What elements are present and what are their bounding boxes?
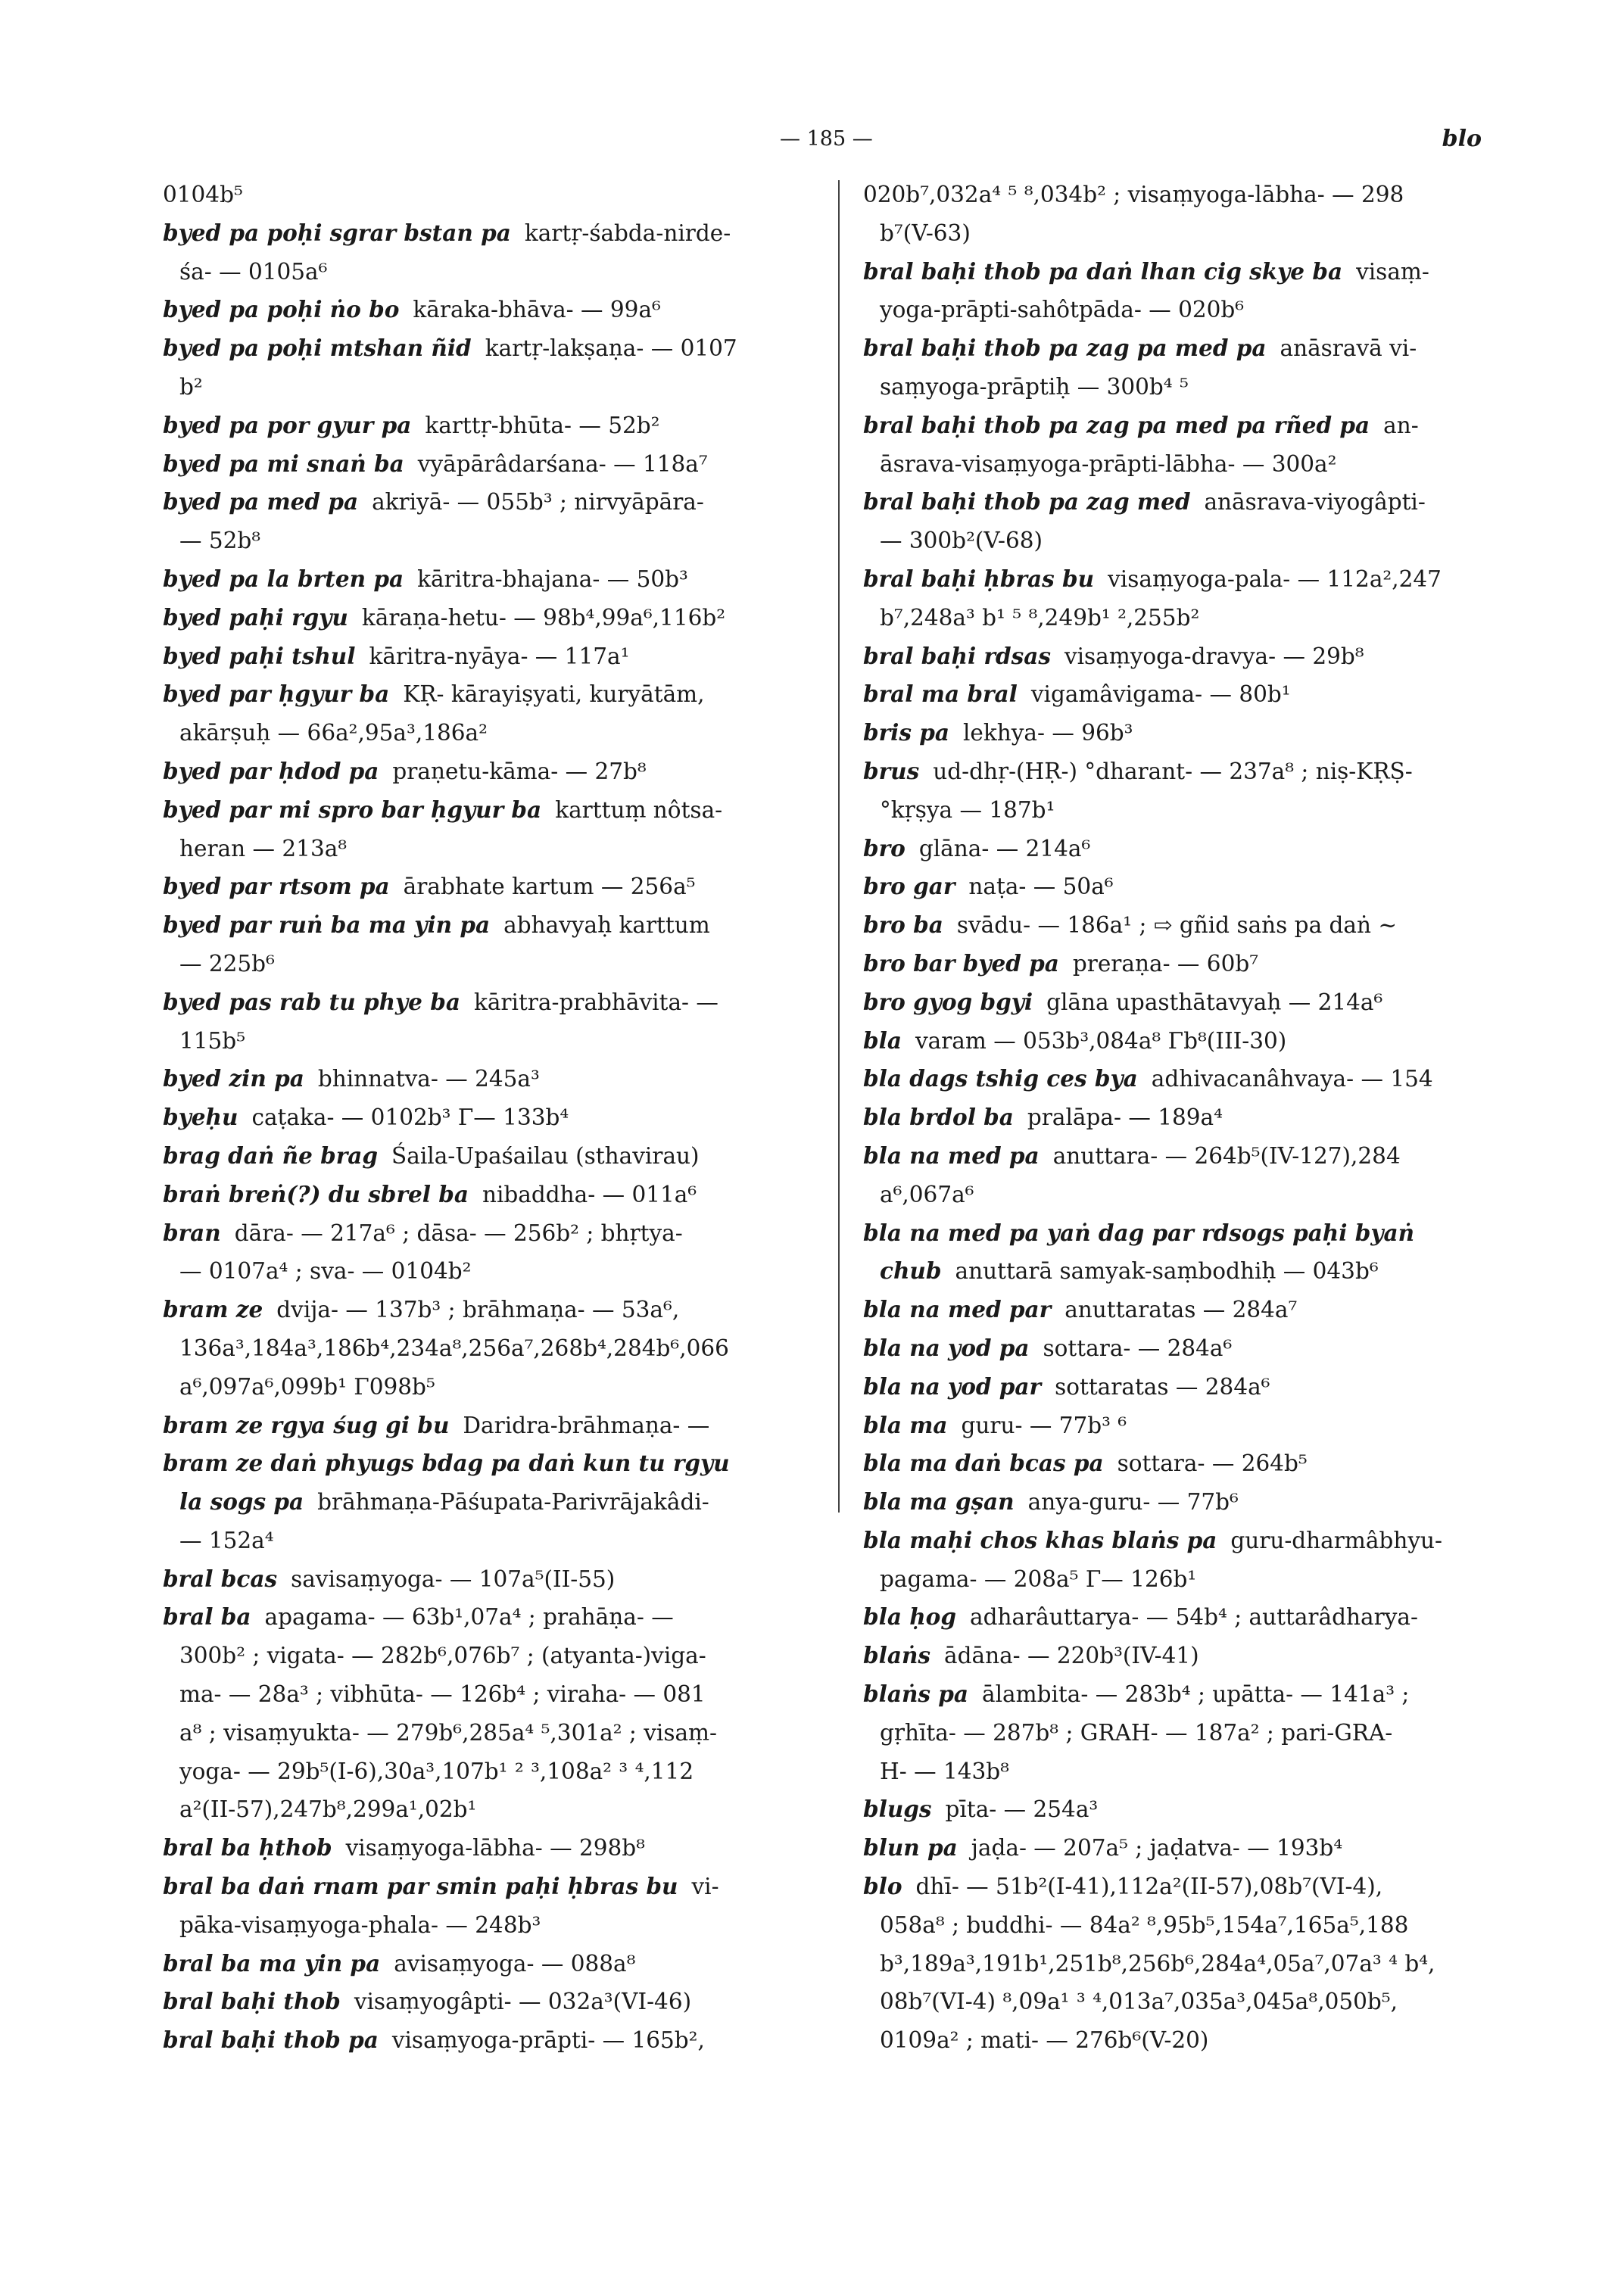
tibetan-headword: byed paḥi tshul: [163, 642, 356, 669]
dictionary-line: [163, 1407, 814, 1445]
sanskrit-equivalent: vigamâvigama- — 80b¹: [1030, 681, 1291, 708]
dictionary-line: [163, 830, 814, 868]
sanskrit-equivalent: a²(II-57),247b⁸,299a¹,02b¹: [179, 1796, 477, 1823]
sanskrit-equivalent: — 52b⁸: [179, 528, 261, 554]
dictionary-line: [163, 214, 814, 253]
tibetan-headword: byed pa poḥi ṅo bo: [163, 296, 400, 323]
tibetan-headword: byed par ḥdod pa: [163, 757, 379, 784]
dictionary-line: [863, 1022, 1514, 1061]
dictionary-line: [163, 1868, 814, 1906]
left-column: [163, 176, 814, 2060]
tibetan-headword: bram ze: [163, 1296, 263, 1323]
tibetan-headword: bla na med par: [863, 1296, 1052, 1323]
tibetan-headword: brag daṅ ñe brag: [163, 1142, 379, 1169]
sanskrit-equivalent: dāra- — 217a⁶ ; dāsa- — 256b² ; bhṛtya-: [234, 1220, 683, 1246]
sanskrit-equivalent: — 0107a⁴ ; sva- — 0104b²: [179, 1258, 472, 1285]
tibetan-headword: bla brdol ba: [863, 1104, 1014, 1131]
dictionary-line: [163, 791, 814, 830]
tibetan-headword: bral ba daṅ rnam par smin paḥi ḥbras bu: [163, 1873, 678, 1900]
dictionary-line: [163, 945, 814, 983]
dictionary-line: [163, 291, 814, 329]
tibetan-headword: bral baḥi thob pa zag pa med pa: [863, 335, 1267, 362]
dictionary-line: [863, 1790, 1514, 1829]
sanskrit-equivalent: an-: [1383, 412, 1419, 438]
sanskrit-equivalent: ud-dhṛ-(HṚ-) °dharant- — 237a⁸ ; niṣ-KṚṢ-: [933, 758, 1413, 784]
dictionary-line: [863, 1368, 1514, 1407]
dictionary-line: [163, 1137, 814, 1176]
dictionary-line: [863, 945, 1514, 983]
sanskrit-equivalent: abhavyaḥ karttum: [503, 912, 710, 939]
dictionary-line: [163, 2021, 814, 2060]
dictionary-line: [163, 329, 814, 368]
dictionary-line: [163, 1483, 814, 1522]
dictionary-line: [863, 1752, 1514, 1791]
dictionary-line: [863, 1176, 1514, 1214]
sanskrit-equivalent: anāsravā vi-: [1280, 335, 1417, 362]
dictionary-line: [863, 253, 1514, 291]
dictionary-line: [863, 983, 1514, 1022]
sanskrit-equivalent: akārṣuḥ — 66a²,95a³,186a²: [179, 720, 488, 746]
sanskrit-equivalent: guru- — 77b³ ⁶: [961, 1412, 1127, 1438]
tibetan-headword: bla: [863, 1027, 902, 1054]
sanskrit-equivalent: kāritra-nyāya- — 117a¹: [369, 643, 630, 669]
dictionary-line: [163, 1368, 814, 1407]
tibetan-headword: byeḥu: [163, 1104, 238, 1131]
sanskrit-equivalent: Śaila-Upaśailau (sthavirau): [391, 1142, 700, 1169]
tibetan-headword: blo: [863, 1873, 902, 1900]
tibetan-headword: bla ḥog: [863, 1603, 956, 1631]
sanskrit-equivalent: varam — 053b³,084a⁸ Γb⁸(III-30): [915, 1027, 1287, 1054]
tibetan-headword: byed par mi spro bar ḥgyur ba: [163, 796, 542, 823]
sanskrit-equivalent: — 300b²(V-68): [880, 528, 1043, 554]
sanskrit-equivalent: yoga-prāpti-sahôtpāda- — 020b⁶: [880, 297, 1245, 323]
tibetan-headword: bla na med pa: [863, 1142, 1040, 1169]
sanskrit-equivalent: caṭaka- — 0102b³ Γ— 133b⁴: [251, 1104, 569, 1131]
dictionary-line: [863, 214, 1514, 253]
dictionary-line: [863, 1868, 1514, 1906]
dictionary-line: [863, 637, 1514, 676]
tibetan-headword: byed paḥi rgyu: [163, 603, 348, 631]
dictionary-line: [863, 599, 1514, 637]
tibetan-headword: blugs: [863, 1796, 932, 1823]
sanskrit-equivalent: vi-: [691, 1874, 719, 1900]
tibetan-headword: bla dags tshig ces bya: [863, 1065, 1138, 1092]
dictionary-line: [863, 1407, 1514, 1445]
sanskrit-equivalent: avisaṃyoga- — 088a⁸: [394, 1950, 636, 1977]
sanskrit-equivalent: nibaddha- — 011a⁶: [482, 1181, 697, 1207]
sanskrit-equivalent: glāna upasthātavyaḥ — 214a⁶: [1046, 989, 1383, 1015]
dictionary-line: [863, 1598, 1514, 1637]
tibetan-headword: blaṅs pa: [863, 1681, 969, 1708]
sanskrit-equivalent: kāraka-bhāva- — 99a⁶: [413, 297, 661, 323]
dictionary-line: [863, 1560, 1514, 1599]
sanskrit-equivalent: b⁷,248a³ b¹ ⁵ ⁸,249b¹ ²,255b²: [880, 604, 1200, 631]
sanskrit-equivalent: sottara- — 284a⁶: [1043, 1335, 1233, 1361]
dictionary-line: [163, 1637, 814, 1675]
sanskrit-equivalent: yoga- — 29b⁵(I-6),30a³,107b¹ ² ³,108a² ³ ⁴,112: [179, 1758, 694, 1784]
sanskrit-equivalent: akriyā- — 055b³ ; nirvyāpāra-: [372, 489, 704, 516]
tibetan-headword: chub: [880, 1257, 942, 1285]
dictionary-line: [863, 830, 1514, 868]
sanskrit-equivalent: a⁶,067a⁶: [880, 1181, 974, 1207]
sanskrit-equivalent: 300b² ; vigata- — 282b⁶,076b⁷ ; (atyanta-)viga-: [179, 1643, 706, 1669]
dictionary-line: [163, 1829, 814, 1868]
sanskrit-equivalent: a⁸ ; visaṃyukta- — 279b⁶,285a⁴ ⁵,301a² ; visaṃ-: [179, 1719, 717, 1746]
tibetan-headword: byed par rtsom pa: [163, 873, 390, 900]
sanskrit-equivalent: anuttarā samyak-saṃbodhiḥ — 043b⁶: [955, 1258, 1379, 1285]
sanskrit-equivalent: preraṇa- — 60b⁷: [1072, 950, 1259, 977]
tibetan-headword: bro gyog bgyi: [863, 988, 1033, 1015]
sanskrit-equivalent: ādāna- — 220b³(IV-41): [944, 1643, 1199, 1669]
dictionary-line: [163, 637, 814, 676]
dictionary-line: [863, 1983, 1514, 2021]
sanskrit-equivalent: pāka-visaṃyoga-phala- — 248b³: [179, 1911, 541, 1938]
dictionary-line: [863, 752, 1514, 791]
sanskrit-equivalent: karttuṃ nôtsa-: [555, 796, 723, 823]
dictionary-line: [863, 1945, 1514, 1983]
sanskrit-equivalent: 136a³,184a³,186b⁴,234a⁸,256a⁷,268b⁴,284b⁶,066: [179, 1335, 729, 1361]
dictionary-line: [863, 329, 1514, 368]
dictionary-line: [163, 1291, 814, 1329]
sanskrit-equivalent: pagama- — 208a⁵ Γ— 126b¹: [880, 1566, 1197, 1592]
running-head: blo: [1442, 126, 1482, 152]
dictionary-line: [863, 368, 1514, 407]
tibetan-headword: bral baḥi thob pa daṅ lhan cig skye ba: [863, 257, 1343, 285]
dictionary-line: [863, 868, 1514, 906]
sanskrit-equivalent: — 152a⁴: [179, 1527, 274, 1553]
column-divider: [838, 180, 840, 1513]
tibetan-headword: bro bar byed pa: [863, 949, 1059, 977]
tibetan-headword: bral baḥi ḥbras bu: [863, 565, 1095, 592]
sanskrit-equivalent: vyāpārâdarśana- — 118a⁷: [417, 450, 708, 477]
sanskrit-equivalent: anya-guru- — 77b⁶: [1027, 1489, 1239, 1516]
sanskrit-equivalent: visaṃyoga-lābha- — 298b⁸: [345, 1835, 646, 1862]
sanskrit-equivalent: jaḍa- — 207a⁵ ; jaḍatva- — 193b⁴: [971, 1835, 1343, 1862]
dictionary-line: [863, 675, 1514, 714]
sanskrit-equivalent: glāna- — 214a⁶: [918, 835, 1091, 861]
sanskrit-equivalent: — 225b⁶: [179, 950, 275, 977]
dictionary-line: [863, 1098, 1514, 1137]
dictionary-line: [163, 906, 814, 945]
sanskrit-equivalent: pīta- — 254a³: [945, 1796, 1099, 1823]
dictionary-line: [163, 253, 814, 291]
tibetan-headword: byed pas rab tu phye ba: [163, 988, 460, 1015]
sanskrit-equivalent: a⁶,097a⁶,099b¹ Γ098b⁵: [179, 1373, 435, 1400]
dictionary-line: [863, 1252, 1514, 1291]
dictionary-line: [863, 1137, 1514, 1176]
tibetan-headword: bla maḥi chos khas blaṅs pa: [863, 1526, 1217, 1553]
sanskrit-equivalent: śa- — 0105a⁶: [179, 258, 328, 285]
tibetan-headword: bral ba: [163, 1603, 251, 1631]
tibetan-headword: blaṅs: [863, 1642, 931, 1669]
tibetan-headword: bla ma daṅ bcas pa: [863, 1450, 1104, 1477]
dictionary-line: [863, 1329, 1514, 1368]
dictionary-line: [163, 868, 814, 906]
tibetan-headword: bla ma gṣan: [863, 1488, 1015, 1516]
tibetan-headword: bro gar: [863, 873, 955, 900]
sanskrit-equivalent: kartṛ-lakṣaṇa- — 0107: [485, 335, 737, 362]
sanskrit-equivalent: visaṃyogâpti- — 032a³(VI-46): [354, 1989, 692, 2015]
sanskrit-equivalent: 115b⁵: [179, 1027, 246, 1054]
sanskrit-equivalent: anuttaratas — 284a⁷: [1064, 1297, 1298, 1323]
dictionary-line: [163, 1906, 814, 1945]
dictionary-line: [163, 1098, 814, 1137]
tibetan-headword: bro: [863, 834, 906, 861]
sanskrit-equivalent: dhī- — 51b²(I-41),112a²(II-57),08b⁷(VI-4),: [915, 1874, 1383, 1900]
dictionary-line: [863, 1060, 1514, 1098]
tibetan-headword: bral baḥi rdsas: [863, 642, 1051, 669]
tibetan-headword: byed pa por gyur pa: [163, 411, 412, 438]
tibetan-headword: bral baḥi thob pa: [163, 2027, 379, 2054]
tibetan-headword: bral ba ma yin pa: [163, 1949, 381, 1977]
sanskrit-equivalent: adhivacanâhvaya- — 154: [1151, 1066, 1433, 1092]
sanskrit-equivalent: praṇetu-kāma- — 27b⁸: [392, 758, 647, 784]
sanskrit-equivalent: b³,189a³,191b¹,251b⁸,256b⁶,284a⁴,05a⁷,07a³ ⁴ b⁴,: [880, 1950, 1435, 1977]
tibetan-headword: byed zin pa: [163, 1065, 304, 1092]
dictionary-line: [163, 1752, 814, 1791]
dictionary-line: [163, 368, 814, 407]
dictionary-line: [163, 1790, 814, 1829]
dictionary-line: [863, 1675, 1514, 1714]
dictionary-line: [863, 1291, 1514, 1329]
sanskrit-equivalent: visaṃ-: [1356, 258, 1429, 285]
dictionary-line: [863, 1522, 1514, 1560]
tibetan-headword: bral bcas: [163, 1565, 278, 1592]
sanskrit-equivalent: Daridra-brāhmaṇa- —: [463, 1412, 710, 1438]
tibetan-headword: braṅ breṅ(?) du sbrel ba: [163, 1180, 469, 1207]
dictionary-line: [863, 483, 1514, 522]
sanskrit-equivalent: guru-dharmâbhyu-: [1230, 1527, 1442, 1553]
tibetan-headword: bla na yod par: [863, 1372, 1042, 1400]
sanskrit-equivalent: gṛhīta- — 287b⁸ ; GRAH- — 187a² ; pari-GRA-: [880, 1719, 1393, 1746]
sanskrit-equivalent: visaṃyoga-prāpti- — 165b²,: [391, 2027, 705, 2054]
dictionary-line: [163, 560, 814, 599]
sanskrit-equivalent: 08b⁷(VI-4) ⁸,09a¹ ³ ⁴,013a⁷,035a³,045a⁸,050b⁵,: [880, 1989, 1398, 2015]
tibetan-headword: byed pa mi snaṅ ba: [163, 450, 404, 477]
dictionary-line: [863, 522, 1514, 560]
dictionary-line: [163, 1444, 814, 1483]
sanskrit-equivalent: kāraṇa-hetu- — 98b⁴,99a⁶,116b²: [361, 604, 726, 631]
sanskrit-equivalent: ārabhate kartum — 256a⁵: [403, 874, 696, 900]
dictionary-line: [863, 176, 1514, 214]
sanskrit-equivalent: saṃyoga-prāptiḥ — 300b⁴ ⁵: [880, 373, 1189, 400]
sanskrit-equivalent: savisaṃyoga- — 107a⁵(II-55): [291, 1566, 616, 1592]
dictionary-line: [863, 1829, 1514, 1868]
dictionary-line: [163, 1945, 814, 1983]
tibetan-headword: bral ba ḥthob: [163, 1834, 332, 1862]
dictionary-line: [163, 1060, 814, 1098]
sanskrit-equivalent: KṚ- kārayiṣyati, kuryātām,: [403, 681, 705, 708]
page-number: — 185 —: [780, 127, 873, 151]
sanskrit-equivalent: āsrava-visaṃyoga-prāpti-lābha- — 300a²: [880, 450, 1337, 477]
dictionary-line: [163, 752, 814, 791]
sanskrit-equivalent: svādu- — 186a¹ ; ⇨ gñid saṅs pa daṅ ~: [956, 912, 1398, 939]
dictionary-line: [863, 714, 1514, 752]
tibetan-headword: bram ze daṅ phyugs bdag pa daṅ kun tu rgyu: [163, 1450, 730, 1477]
dictionary-line: [163, 1329, 814, 1368]
tibetan-headword: bral baḥi thob pa zag pa med pa rñed pa: [863, 411, 1370, 438]
sanskrit-equivalent: kartṛ-śabda-nirde-: [524, 220, 731, 246]
dictionary-line: [863, 560, 1514, 599]
tibetan-headword: byed pa poḥi mtshan ñid: [163, 335, 472, 362]
tibetan-headword: byed par ruṅ ba ma yin pa: [163, 911, 491, 939]
tibetan-headword: bral baḥi thob pa zag med: [863, 488, 1191, 516]
dictionary-line: [863, 1444, 1514, 1483]
tibetan-headword: byed pa poḥi sgrar bstan pa: [163, 219, 511, 246]
tibetan-headword: byed pa med pa: [163, 488, 359, 516]
dictionary-line: [163, 1022, 814, 1061]
sanskrit-equivalent: bhinnatva- — 245a³: [317, 1066, 540, 1092]
sanskrit-equivalent: visaṃyoga-dravya- — 29b⁸: [1064, 643, 1364, 669]
sanskrit-equivalent: 0109a² ; mati- — 276b⁶(V-20): [880, 2027, 1209, 2054]
dictionary-line: [163, 1252, 814, 1291]
dictionary-line: [163, 1522, 814, 1560]
sanskrit-equivalent: sottaratas — 284a⁶: [1055, 1373, 1270, 1400]
dictionary-line: [163, 522, 814, 560]
dictionary-line: [863, 407, 1514, 445]
sanskrit-equivalent: 058a⁸ ; buddhi- — 84a² ⁸,95b⁵,154a⁷,165a⁵,188: [880, 1911, 1409, 1938]
sanskrit-equivalent: ālambita- — 283b⁴ ; upātta- — 141a³ ;: [982, 1681, 1410, 1708]
dictionary-line: [863, 291, 1514, 329]
sanskrit-equivalent: adharâuttarya- — 54b⁴ ; auttarâdharya-: [969, 1604, 1418, 1631]
sanskrit-equivalent: heran — 213a⁸: [179, 835, 348, 861]
dictionary-line: [863, 445, 1514, 484]
sanskrit-equivalent: b²: [179, 373, 203, 400]
page-header: [0, 121, 1624, 167]
tibetan-headword: brus: [863, 757, 920, 784]
tibetan-headword: bral baḥi thob: [163, 1988, 341, 2015]
dictionary-line: [163, 983, 814, 1022]
tibetan-headword: la sogs pa: [179, 1488, 304, 1516]
tibetan-headword: blun pa: [863, 1834, 958, 1862]
sanskrit-equivalent: kāritra-bhajana- — 50b³: [417, 565, 688, 592]
dictionary-line: [163, 1675, 814, 1714]
dictionary-line: [163, 1983, 814, 2021]
sanskrit-equivalent: ma- — 28a³ ; vibhūta- — 126b⁴ ; viraha- — 081: [179, 1681, 706, 1708]
dictionary-line: [863, 1906, 1514, 1945]
sanskrit-equivalent: pralāpa- — 189a⁴: [1027, 1104, 1223, 1131]
sanskrit-equivalent: lekhya- — 96b³: [963, 720, 1133, 746]
dictionary-line: [163, 483, 814, 522]
dictionary-line: [863, 791, 1514, 830]
tibetan-headword: byed par ḥgyur ba: [163, 681, 390, 708]
tibetan-headword: bla na yod pa: [863, 1334, 1030, 1361]
dictionary-line: [163, 599, 814, 637]
sanskrit-equivalent: H- — 143b⁸: [880, 1758, 1009, 1784]
dictionary-line: [163, 1714, 814, 1752]
sanskrit-equivalent: anāsrava-viyogâpti-: [1204, 489, 1426, 516]
dictionary-line: [863, 1483, 1514, 1522]
sanskrit-equivalent: 020b⁷,032a⁴ ⁵ ⁸,034b² ; visaṃyoga-lābha- — 298: [863, 182, 1404, 207]
tibetan-headword: bral ma bral: [863, 681, 1018, 708]
dictionary-line: [163, 1214, 814, 1253]
tibetan-headword: byed pa la brten pa: [163, 565, 404, 592]
sanskrit-equivalent: apagama- — 63b¹,07a⁴ ; prahāṇa- —: [264, 1604, 674, 1631]
sanskrit-equivalent: b⁷(V-63): [880, 220, 971, 246]
dictionary-line: [863, 1714, 1514, 1752]
sanskrit-equivalent: brāhmaṇa-Pāśupata-Parivrājakâdi-: [317, 1489, 709, 1516]
dictionary-line: [163, 1598, 814, 1637]
sanskrit-equivalent: kāritra-prabhāvita- —: [473, 989, 718, 1015]
sanskrit-equivalent: °kṛṣya — 187b¹: [880, 796, 1055, 823]
sanskrit-equivalent: karttṛ-bhūta- — 52b²: [425, 412, 660, 438]
right-column: [863, 176, 1514, 2060]
tibetan-headword: bla na med pa yaṅ dag par rdsogs paḥi byaṅ: [863, 1219, 1415, 1246]
dictionary-line: [163, 1176, 814, 1214]
tibetan-headword: bla ma: [863, 1411, 948, 1438]
sanskrit-equivalent: anuttara- — 264b⁵(IV-127),284: [1052, 1142, 1401, 1169]
dictionary-line: [163, 176, 814, 214]
dictionary-line: [163, 714, 814, 752]
dictionary-line: [163, 1560, 814, 1599]
dictionary-line: [863, 906, 1514, 945]
sanskrit-equivalent: visaṃyoga-pala- — 112a²,247: [1108, 565, 1442, 592]
dictionary-line: [863, 1214, 1514, 1253]
dictionary-line: [863, 2021, 1514, 2060]
sanskrit-equivalent: dvija- — 137b³ ; brāhmaṇa- — 53a⁶,: [276, 1297, 680, 1323]
sanskrit-equivalent: sottara- — 264b⁵: [1117, 1450, 1308, 1477]
tibetan-headword: bram ze rgya śug gi bu: [163, 1411, 450, 1438]
dictionary-line: [163, 407, 814, 445]
tibetan-headword: bro ba: [863, 911, 943, 939]
dictionary-line: [163, 675, 814, 714]
dictionary-line: [863, 1637, 1514, 1675]
dictionary-line: [163, 445, 814, 484]
tibetan-headword: bris pa: [863, 719, 949, 746]
sanskrit-equivalent: 0104b⁵: [163, 182, 243, 207]
sanskrit-equivalent: naṭa- — 50a⁶: [968, 874, 1114, 900]
tibetan-headword: bran: [163, 1219, 221, 1246]
